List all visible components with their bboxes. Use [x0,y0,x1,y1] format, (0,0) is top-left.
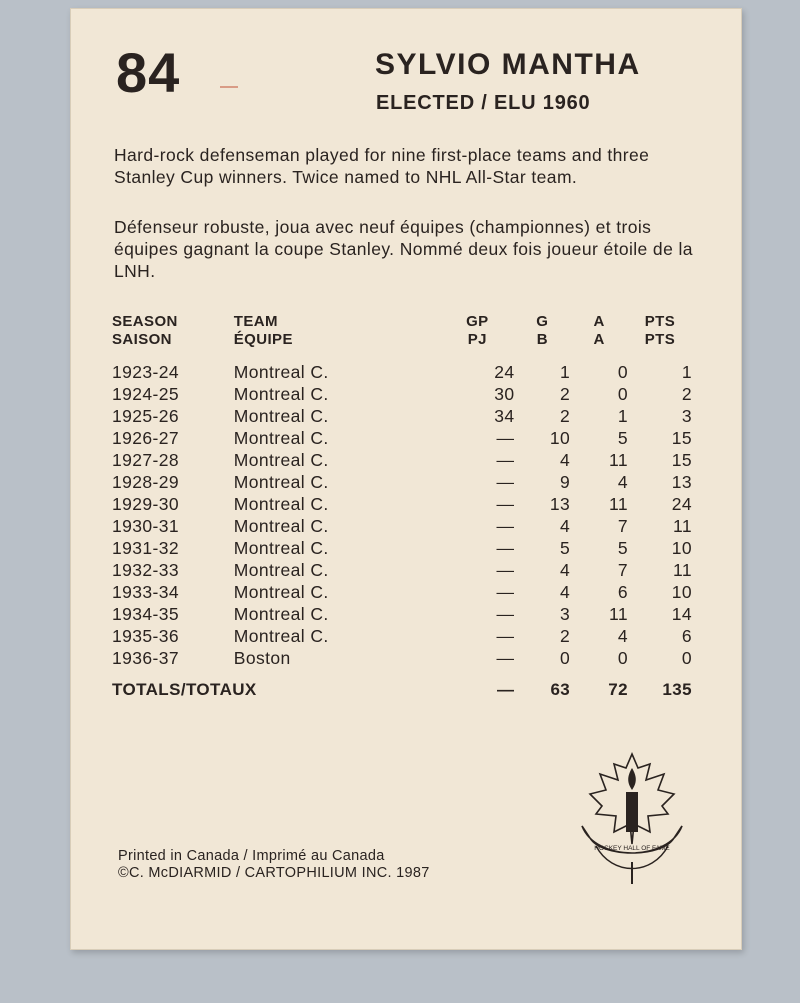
stats-row [112,493,692,515]
cell-season: 1926-27 [112,428,180,448]
cell-a: 11 [608,604,628,624]
totals-a: 72 [608,680,628,699]
cell-team: Montreal C. [233,494,329,514]
cell-pts: 11 [673,516,692,536]
totals-pts: 135 [662,680,692,699]
cell-gp: 24 [494,362,515,382]
cell-team: Montreal C. [233,406,329,426]
cell-team: Montreal C. [233,604,329,624]
cell-pts: 15 [671,450,692,470]
header-team: TEAM ÉQUIPE [233,313,293,348]
cell-pts: 13 [671,472,692,492]
stats-row [112,647,692,669]
cell-season: 1925-26 [112,406,180,426]
cell-season: 1933-34 [112,582,180,602]
cell-g: 9 [560,472,571,492]
cell-pts: 10 [671,582,692,602]
cell-pts: 24 [671,494,692,514]
copyright-line: ©C. McDIARMID / CARTOPHILIUM INC. 1987 [118,865,430,881]
cell-pts: 3 [681,406,692,426]
cell-team: Montreal C. [233,428,329,448]
cell-a: 7 [617,560,628,580]
cell-season: 1932-33 [112,560,180,580]
cell-gp: — [496,626,515,646]
stats-row [112,427,692,449]
cell-gp: — [496,560,515,580]
cell-g: 3 [560,604,571,624]
header-gp: GP PJ [466,313,489,348]
stats-row [112,383,692,405]
elected-year: ELECTED / ELU 1960 [376,92,591,114]
cell-g: 4 [560,516,571,536]
cell-team: Montreal C. [233,538,329,558]
header-g: G B [536,313,549,348]
cell-gp: — [496,428,515,448]
header-pts: PTS PTS [644,313,676,348]
cell-a: 6 [617,582,628,602]
cell-pts: 0 [681,648,692,668]
totals-label: TOTALS/TOTAUX [112,680,257,699]
cell-gp: — [496,582,515,602]
cell-team: Montreal C. [233,560,329,580]
cell-pts: 15 [671,428,692,448]
cell-g: 4 [560,450,571,470]
cell-gp: — [496,472,515,492]
totals-gp: — [497,680,515,699]
cell-g: 5 [560,538,571,558]
stats-row [112,537,692,559]
cell-g: 2 [560,626,571,646]
cell-gp: — [496,494,515,514]
cell-a: 11 [608,450,628,470]
cell-a: 1 [617,406,628,426]
cell-a: 7 [617,516,628,536]
cell-gp: — [496,450,515,470]
cell-a: 0 [617,384,628,404]
trading-card-back [70,8,742,950]
cell-season: 1927-28 [112,450,180,470]
career-stats-table [112,313,692,701]
stats-row [112,361,692,383]
player-name: SYLVIO MANTHA [375,48,641,81]
cell-season: 1931-32 [112,538,180,558]
cell-pts: 10 [671,538,692,558]
print-mark [220,86,238,88]
cell-gp: 30 [494,384,515,404]
torch-icon [626,792,638,832]
cell-g: 2 [560,406,571,426]
cell-pts: 6 [681,626,692,646]
cell-g: 0 [560,648,571,668]
cell-g: 4 [560,560,571,580]
cell-season: 1924-25 [112,384,180,404]
cell-a: 0 [617,362,628,382]
cell-season: 1923-24 [112,362,180,382]
cell-g: 2 [560,384,571,404]
cell-a: 5 [617,538,628,558]
cell-team: Montreal C. [233,582,329,602]
cell-g: 10 [549,428,571,448]
totals-row [112,669,692,701]
cell-g: 13 [549,494,571,514]
bio-english: Hard-rock defenseman played for nine first-place teams and three Stanley Cup winners. Twice named to NHL All-Star team. [114,145,650,187]
totals-g: 63 [550,680,571,699]
stats-row [112,515,692,537]
cell-season: 1936-37 [112,648,180,668]
logo-lettering: HOCKEY HALL OF FAME [594,845,670,852]
stats-header-row [112,313,692,361]
header-season: SEASON SAISON [112,313,178,348]
hall-of-fame-logo [576,750,688,890]
cell-season: 1934-35 [112,604,180,624]
header-a: A A [593,313,605,348]
stats-row [112,603,692,625]
card-footer [118,848,430,882]
cell-pts: 1 [681,362,692,382]
cell-season: 1928-29 [112,472,180,492]
cell-team: Montreal C. [233,362,329,382]
cell-pts: 14 [671,604,692,624]
stats-row [112,625,692,647]
cell-gp: — [496,516,515,536]
cell-pts: 2 [681,384,692,404]
cell-team: Montreal C. [233,516,329,536]
cell-pts: 11 [673,560,692,580]
bio-french: Défenseur robuste, joua avec neuf équipes (championnes) et trois équipes gagnant la coupe Stanley. Nommé deux fois joueur étoile de la LNH. [114,217,693,281]
cell-gp: 34 [494,406,515,426]
cell-gp: — [496,648,515,668]
cell-a: 11 [608,494,628,514]
cell-a: 5 [617,428,628,448]
cell-a: 4 [617,472,628,492]
cell-team: Montreal C. [233,450,329,470]
stats-row [112,449,692,471]
cell-team: Montreal C. [233,384,329,404]
flame-icon [628,768,636,790]
cell-season: 1930-31 [112,516,180,536]
stats-row [112,559,692,581]
cell-g: 1 [560,362,571,382]
card-number: 84 [116,41,181,104]
cell-g: 4 [560,582,571,602]
cell-team: Montreal C. [233,626,329,646]
cell-a: 0 [617,648,628,668]
cell-season: 1935-36 [112,626,180,646]
cell-a: 4 [617,626,628,646]
stats-row [112,471,692,493]
cell-gp: — [496,538,515,558]
cell-team: Montreal C. [233,472,329,492]
cell-season: 1929-30 [112,494,180,514]
cell-team: Boston [233,648,291,668]
printed-in-line: Printed in Canada / Imprimé au Canada [118,848,385,864]
stats-row [112,581,692,603]
stats-row [112,405,692,427]
cell-gp: — [496,604,515,624]
stats-body [112,361,692,669]
